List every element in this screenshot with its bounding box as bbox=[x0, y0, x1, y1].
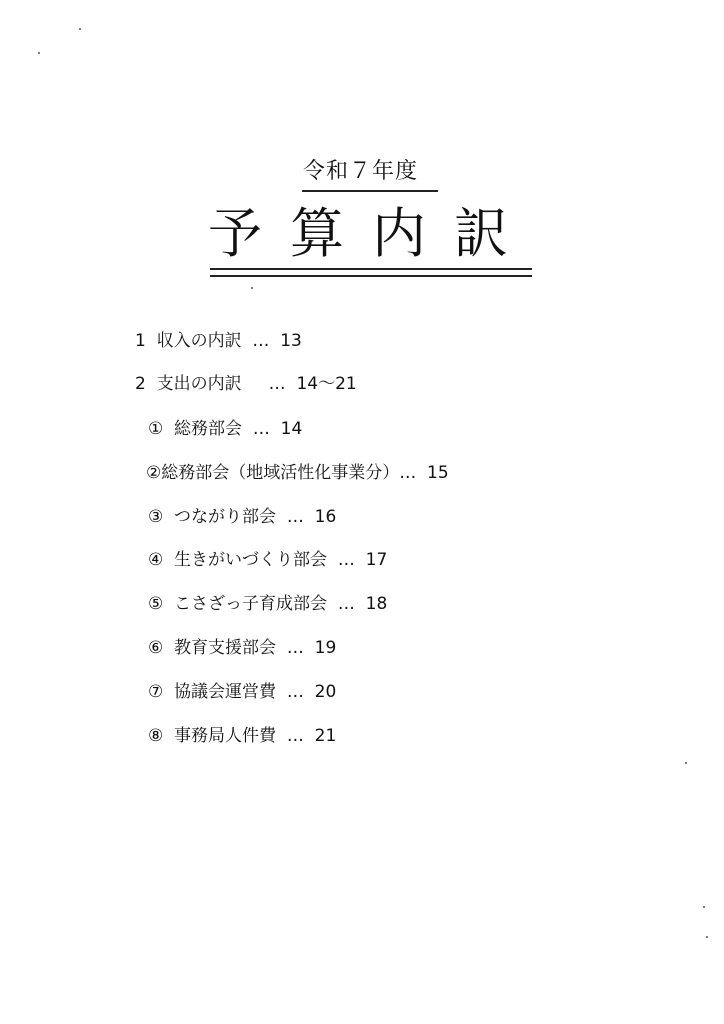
document-title: 予算内訳 bbox=[208, 202, 536, 265]
toc-item-tsunagari: ③ つながり部会 … 16 bbox=[148, 507, 337, 527]
toc-item-education-support: ⑥ 教育支援部会 … 19 bbox=[148, 638, 337, 658]
toc-item-kosazakko: ⑤ こさざっ子育成部会 … 18 bbox=[148, 594, 388, 614]
toc-item-income: 1 収入の内訳 … 13 bbox=[135, 331, 302, 351]
toc-item-council-operation: ⑦ 協議会運営費 … 20 bbox=[148, 682, 337, 702]
toc-item-general-affairs-regional: ②総務部会（地域活性化事業分）… 15 bbox=[146, 463, 449, 483]
toc-item-general-affairs: ① 総務部会 … 14 bbox=[148, 419, 303, 439]
scan-speck bbox=[79, 28, 81, 30]
toc-item-ikigai: ④ 生きがいづくり部会 … 17 bbox=[148, 550, 388, 570]
scan-speck bbox=[251, 287, 253, 289]
fiscal-year-subtitle: 令和７年度 bbox=[303, 159, 419, 184]
toc-item-secretariat-personnel: ⑧ 事務局人件費 … 21 bbox=[148, 726, 337, 746]
scan-speck bbox=[685, 762, 687, 764]
scan-speck bbox=[706, 936, 708, 938]
scan-speck bbox=[38, 52, 40, 54]
toc-item-expenditure: 2 支出の内訳 … 14～21 bbox=[135, 374, 357, 394]
scan-speck bbox=[703, 906, 705, 908]
